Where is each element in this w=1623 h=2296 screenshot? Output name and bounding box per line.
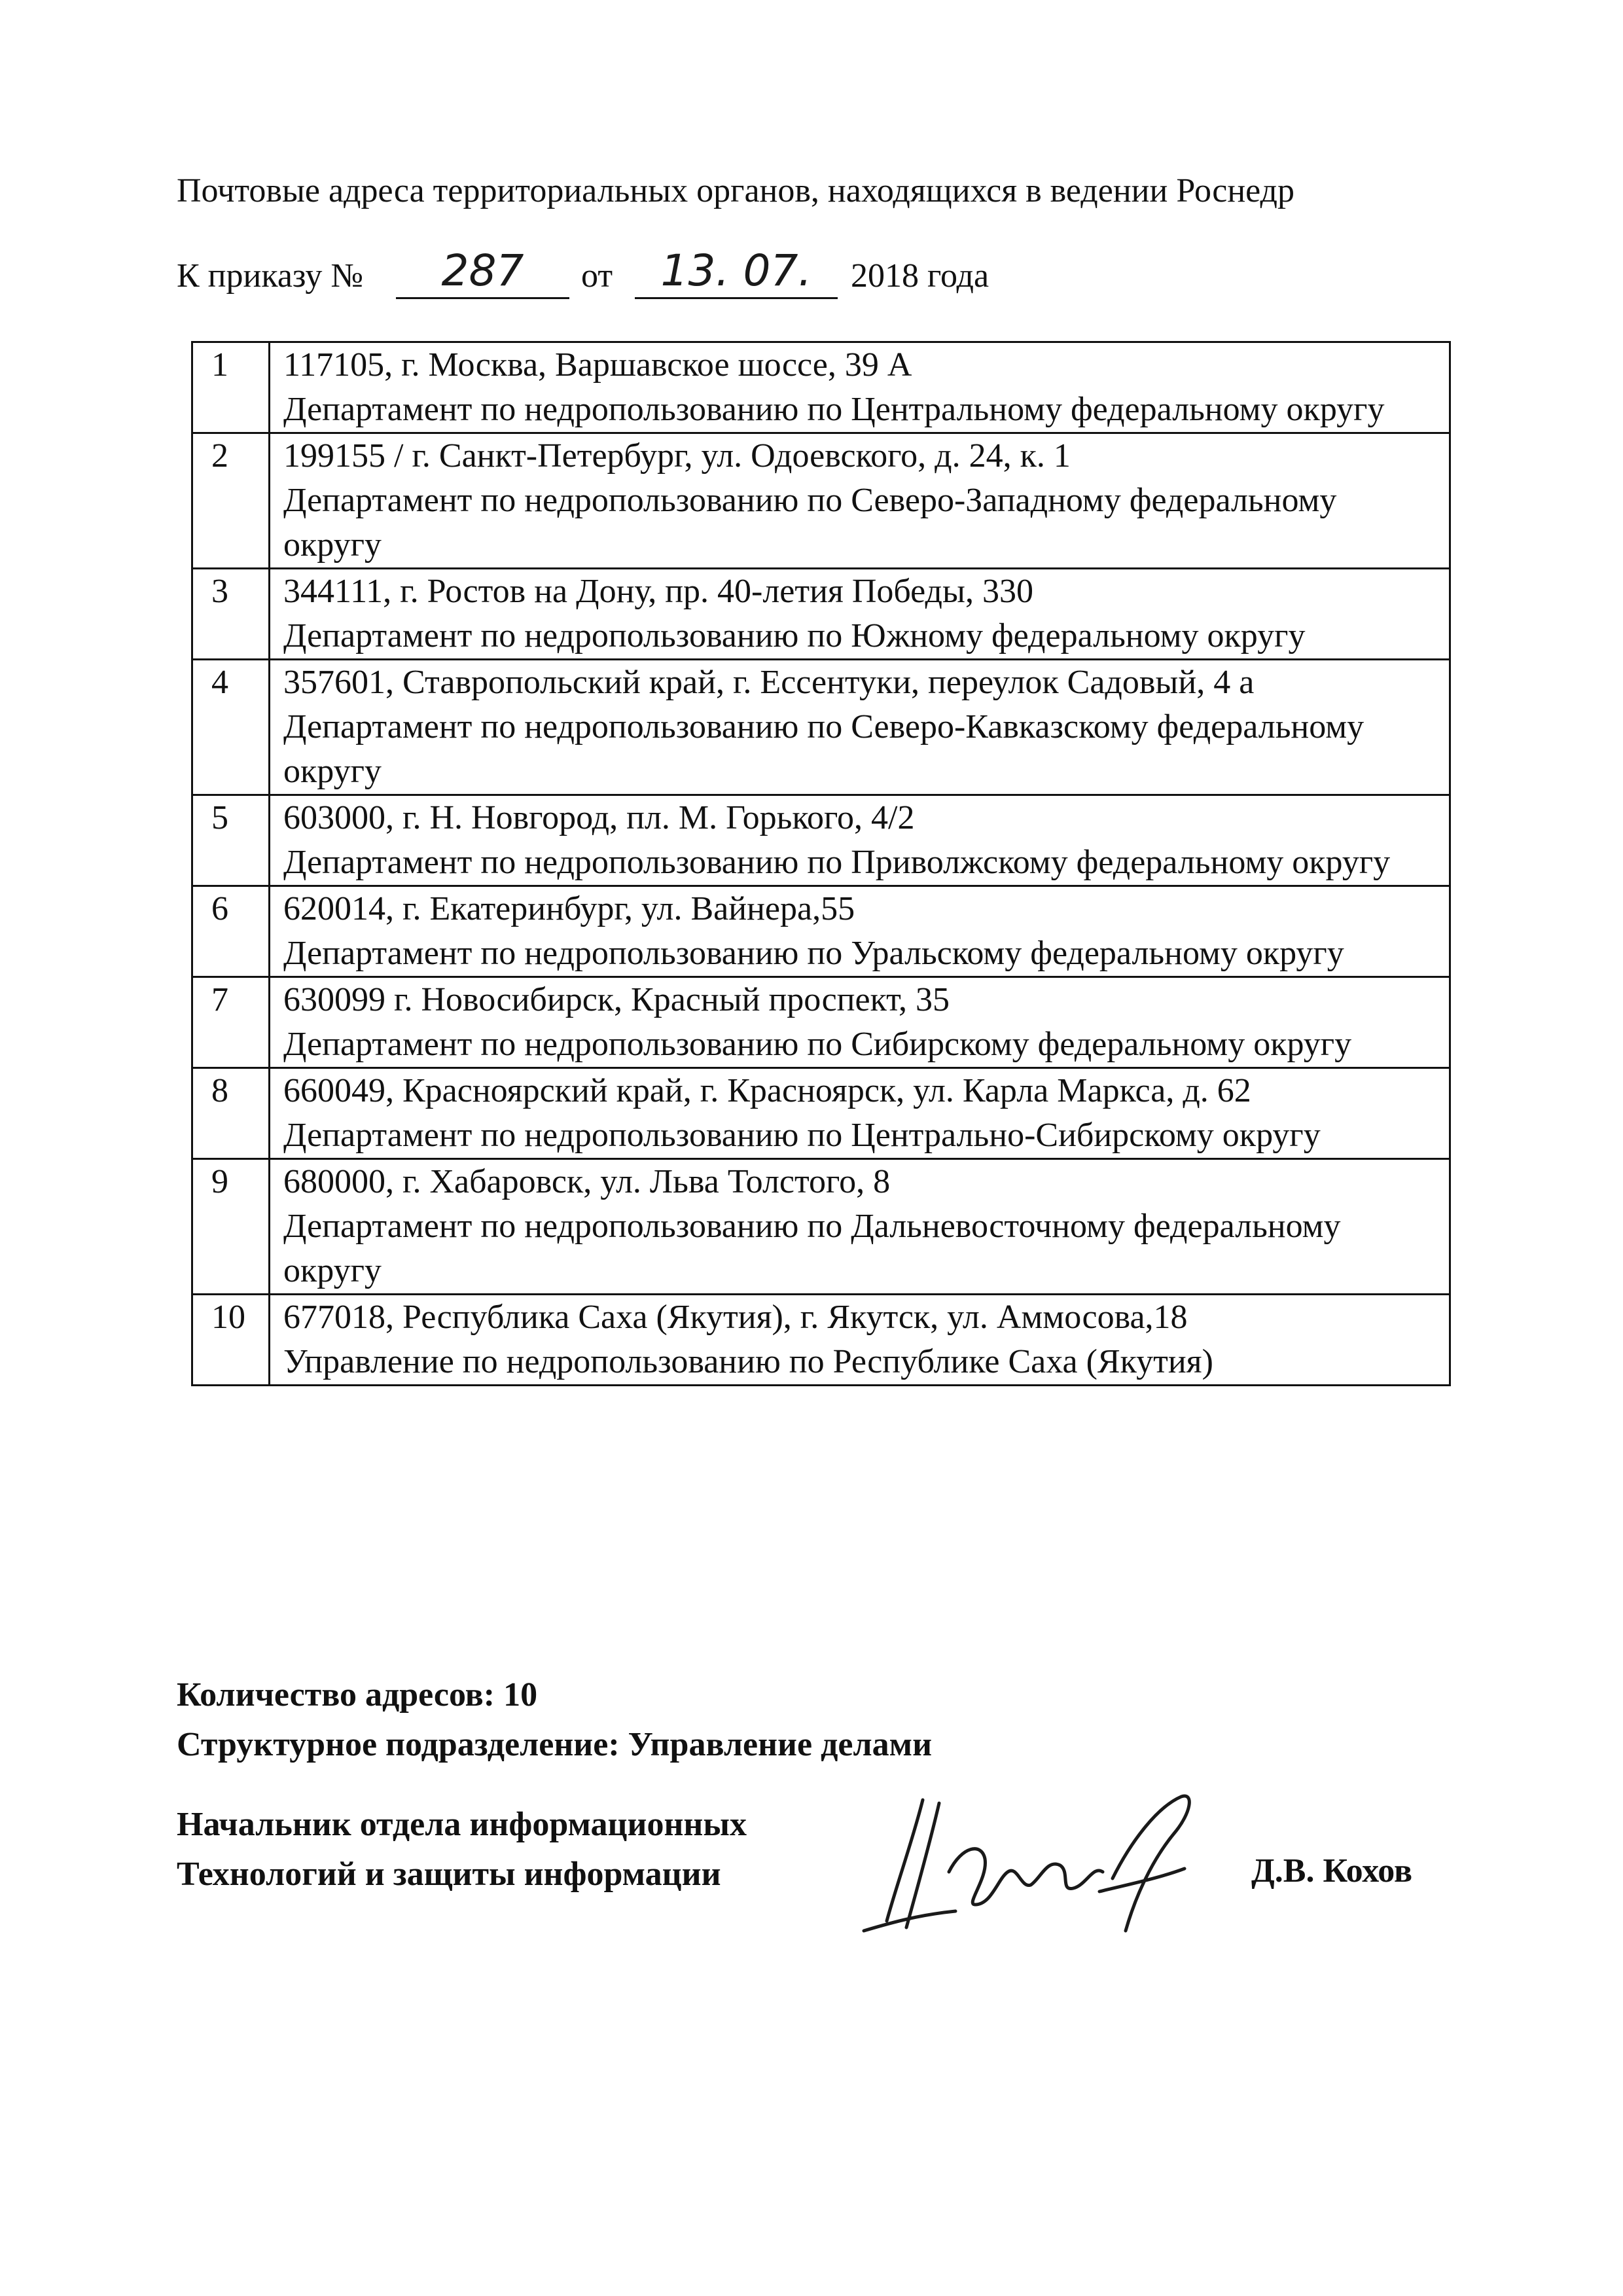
row-number: 1 (192, 342, 270, 433)
row-number: 4 (192, 660, 270, 795)
department-name: Департамент по недропользованию по Северо-Кавказскому федеральному округу (283, 708, 1364, 790)
row-number: 6 (192, 886, 270, 977)
department-name: Департамент по недропользованию по Центрально-Сибирскому округу (283, 1117, 1321, 1154)
postal-address: 680000, г. Хабаровск, ул. Льва Толстого, 8 (283, 1163, 891, 1200)
order-date-handwritten: 13. 07. (635, 251, 838, 299)
postal-address: 677018, Республика Саха (Якутия), г. Якутск, ул. Аммосова,18 (283, 1299, 1188, 1336)
row-content (270, 1068, 1450, 1159)
postal-address: 603000, г. Н. Новгород, пл. М. Горького, 4/2 (283, 799, 915, 836)
department-name: Департамент по недропользованию по Уральскому федеральному округу (283, 935, 1344, 972)
document-title: Почтовые адреса территориальных органов, находящихся в ведении Роснедр (177, 172, 1295, 209)
postal-address: 344111, г. Ростов на Дону, пр. 40-летия Победы, 330 (283, 573, 1033, 610)
table-row (192, 795, 1450, 886)
table-row (192, 1159, 1450, 1295)
row-content (270, 433, 1450, 569)
postal-address: 117105, г. Москва, Варшавское шоссе, 39 А (283, 346, 912, 384)
row-content (270, 1295, 1450, 1386)
row-content (270, 977, 1450, 1068)
department-name: Департамент по недропользованию по Сибирскому федеральному округу (283, 1026, 1352, 1063)
signer-name: Д.В. Кохов (1251, 1852, 1413, 1890)
table-row (192, 342, 1450, 433)
order-number-handwritten: 287 (396, 251, 569, 299)
order-year: 2018 года (851, 257, 990, 295)
row-number: 5 (192, 795, 270, 886)
table-row (192, 569, 1450, 660)
row-number: 3 (192, 569, 270, 660)
row-content (270, 886, 1450, 977)
postal-address: 357601, Ставропольский край, г. Ессентуки, переулок Садовый, 4 а (283, 664, 1255, 701)
row-content (270, 1159, 1450, 1295)
row-content (270, 795, 1450, 886)
table-row (192, 886, 1450, 977)
row-number: 8 (192, 1068, 270, 1159)
department-name: Управление по недропользованию по Республике Саха (Якутия) (283, 1343, 1213, 1380)
row-content (270, 569, 1450, 660)
postal-address: 630099 г. Новосибирск, Красный проспект, 35 (283, 981, 950, 1018)
signer-title-line-2: Технологий и защиты информации (177, 1856, 721, 1893)
table-row (192, 1068, 1450, 1159)
table-row (192, 660, 1450, 795)
handwritten-signature (851, 1780, 1243, 1950)
address-count: Количество адресов: 10 (177, 1676, 538, 1713)
address-table (191, 341, 1451, 1386)
department-name: Департамент по недропользованию по Южному федеральному округу (283, 617, 1306, 655)
structural-division: Структурное подразделение: Управление делами (177, 1726, 933, 1763)
department-name: Департамент по недропользованию по Дальневосточному федеральному округу (283, 1208, 1341, 1289)
table-row (192, 433, 1450, 569)
department-name: Департамент по недропользованию по Северо-Западному федеральному округу (283, 482, 1337, 564)
postal-address: 199155 / г. Санкт-Петербург, ул. Одоевского, д. 24, к. 1 (283, 437, 1071, 475)
order-prefix: К приказу № (177, 257, 363, 295)
row-number: 9 (192, 1159, 270, 1295)
postal-address: 660049, Красноярский край, г. Красноярск, ул. Карла Маркса, д. 62 (283, 1072, 1251, 1109)
table-row (192, 977, 1450, 1068)
row-number: 10 (192, 1295, 270, 1386)
row-content (270, 660, 1450, 795)
row-number: 2 (192, 433, 270, 569)
order-from-label: от (581, 257, 613, 295)
table-row (192, 1295, 1450, 1386)
row-number: 7 (192, 977, 270, 1068)
department-name: Департамент по недропользованию по Центральному федеральному округу (283, 391, 1385, 428)
signer-title-line-1: Начальник отдела информационных (177, 1806, 747, 1843)
department-name: Департамент по недропользованию по Приволжскому федеральному округу (283, 844, 1391, 881)
postal-address: 620014, г. Екатеринбург, ул. Вайнера,55 (283, 890, 855, 927)
row-content (270, 342, 1450, 433)
